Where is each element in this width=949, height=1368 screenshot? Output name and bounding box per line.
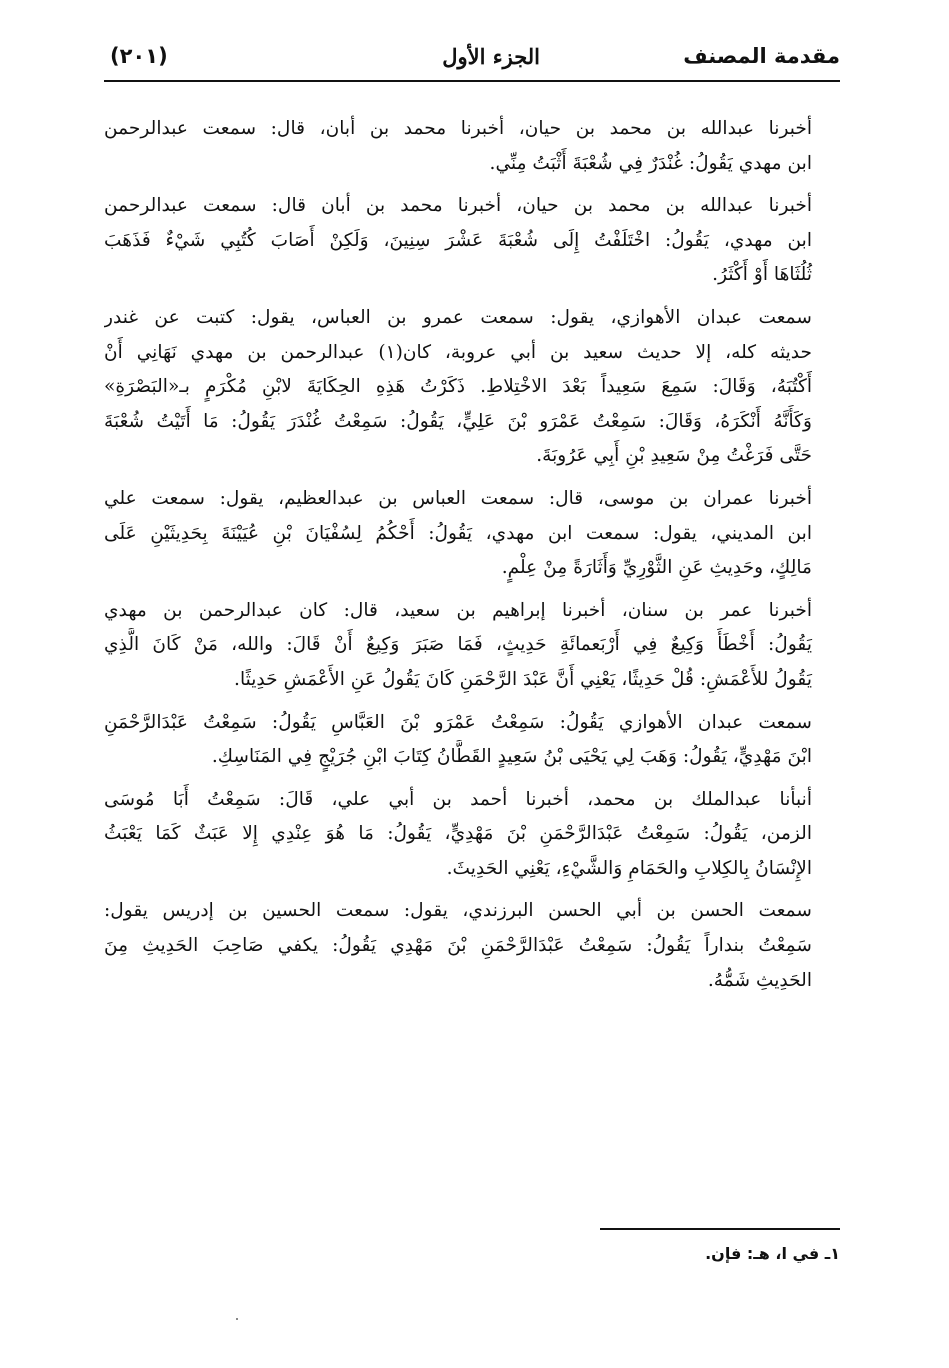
paragraph <box>104 301 840 474</box>
paragraph <box>104 189 840 293</box>
paragraph <box>104 482 840 586</box>
paragraph <box>104 783 840 887</box>
text-line: ابْنَ مَهْدِيٍّ، يَقُولُ: وَهَبَ لِي يَحْيَى بْنُ سَعِيدٍ القَطَّانُ كِتَابَ ابْنِ جُرَيْجٍ فِي المَنَاسِكِ. <box>211 746 812 768</box>
page-header <box>104 38 840 78</box>
text-line: يَقُولُ للأَعْمَشِ: قُلْ حَدِيثًا، يَعْنِي أَنَّ عَبْدَ الرَّحْمَنِ كَانَ يَقُولُ عَنِ الأَعْمَشِ حَدِيثًا. <box>234 668 812 690</box>
text-line: ابن مهدي، يَقُولُ: اخْتَلَفْتُ إِلَى شُعْبَةَ عَشْرَ سِنِينَ، وَلَكِنْ أَصَابَ كُتُبِي شَيْءٌ فَذَهَبَ <box>104 229 812 251</box>
footnote-1: ١ـ في ا، هـ: فإن. <box>705 1244 840 1263</box>
text-line: وَكَأَنَّهُ أَنْكَرَهُ، وَقَالَ: سَمِعْتُ عَمْرَو بْنَ عَلِيٍّ، يَقُولُ: سَمِعْتُ غُنْدَرَ يَقُولُ: مَا أَتَيْتُ شُعْبَةَ <box>104 410 812 432</box>
paragraph <box>104 894 840 998</box>
text-line: الزمن، يَقُولُ: سَمِعْتُ عَبْدَالرَّحْمَنِ بْنَ مَهْدِيٍّ، يَقُولُ: مَا هُوَ عِنْدِي إِلا عَبَثٌ كَمَا يَعْبَثُ <box>104 823 812 845</box>
footnote-rule <box>600 1228 840 1230</box>
text-line: يَقُولُ: أَخْطَأَ وَكِيعٌ فِي أَرْبَعمائَةِ حَدِيثٍ، فَمَا صَبَرَ وَكِيعٌ أَنْ قَالَ: والله، مَنْ كَانَ الَّذِي <box>104 634 812 656</box>
text-line: أخبرنا عبدالله بن محمد بن حيان، أخبرنا محمد بن أبان، قال: سمعت عبدالرحمن <box>104 118 812 139</box>
header-rule <box>104 80 840 82</box>
page-body <box>104 112 840 1006</box>
text-line: أخبرنا عبدالله بن محمد بن حيان، أخبرنا محمد بن أبان قال: سمعت عبدالرحمن <box>104 195 812 217</box>
volume-title: الجزء الأول <box>442 44 540 69</box>
text-line: أنبأنا عبدالملك بن محمد، أخبرنا أحمد بن أبي علي، قَالَ: سَمِعْتُ أَبَا مُوسَى <box>104 788 812 810</box>
text-line: سمعت عبدان الأهوازي يَقُولُ: سَمِعْتُ عَمْرَو بْنَ العَبَّاسِ يَقُولُ: سَمِعْتُ عَبْدَالرَّحْمَنِ <box>104 711 812 733</box>
paragraph <box>104 706 840 775</box>
text-line: أَكْتُبَهُ، وَقَالَ: سَمِعَ سَعِيداً بَعْدَ الاخْتِلاطِ. ذَكَرْتُ هَذِهِ الحِكَايَةَ لابْنِ مُكْرَمٍ بـ«البَصْرَةِ» <box>104 376 812 398</box>
page-number: (٢٠١) <box>110 44 168 68</box>
text-line: ابن مهدي يَقُولُ: غُنْدَرٌ فِي شُعْبَةَ أَثْبَتُ مِنِّي. <box>489 152 812 174</box>
text-line: الحَدِيثِ شَمُّهُ. <box>707 969 812 991</box>
text-line: أخبرنا عمر بن سنان، أخبرنا إبراهيم بن سعيد، قال: كان عبدالرحمن بن مهدي <box>104 599 812 621</box>
text-line: مَالِكٍ، وحَدِيثِ عَنِ الثَّوْرِيِّ وَأَثَارَةً مِنْ عِلْمٍ. <box>501 557 812 579</box>
footnote <box>104 1244 840 1263</box>
text-line: سمعت عبدان الأهوازي، يقول: سمعت عمرو بن العباس، يقول: كتبت عن غندر <box>104 306 812 328</box>
text-line: أخبرنا عمران بن موسى، قال: سمعت العباس بن عبدالعظيم، يقول: سمعت علي <box>104 487 812 509</box>
text-line: سمعت الحسن بن أبي الحسن البرزندي، يقول: سمعت الحسين بن إدريس يقول: <box>104 900 812 922</box>
scan-speck <box>236 1318 238 1320</box>
text-line: ثُلُثَاهَا أَوْ أَكْثَرُ. <box>712 264 812 286</box>
text-line: حَتَّى فَرَغْتُ مِنْ سَعِيدِ بْنِ أَبِي عَرُوبَةَ. <box>536 445 812 467</box>
text-line: ابن المديني، يقول: سمعت ابن مهدي، يَقُولُ: أَحْكُمُ لِسُفْيَانَ بْنِ عُيَيْنَةَ بِحَدِيثَيْنِ عَلَى <box>104 522 812 544</box>
section-title: مقدمة المصنف <box>683 44 840 68</box>
paragraph <box>104 594 840 698</box>
paragraph <box>104 112 840 181</box>
text-line: الإِنْسَانُ بِالكِلابِ والحَمَامِ وَالشَّيْءِ، يَعْنِي الحَدِيثَ. <box>446 857 812 879</box>
text-line: حديثه كله، إلا حديث سعيد بن أبي عروبة، كان(١) عبدالرحمن بن مهدي نَهَانِي أَنْ <box>104 341 812 363</box>
text-line: سَمِعْتُ بنداراً يَقُولُ: سَمِعْتُ عَبْدَالرَّحْمَنِ بْنَ مَهْدِي يَقُولُ: يكفي صَاحِبَ الحَدِيثِ مِنَ <box>104 935 812 957</box>
